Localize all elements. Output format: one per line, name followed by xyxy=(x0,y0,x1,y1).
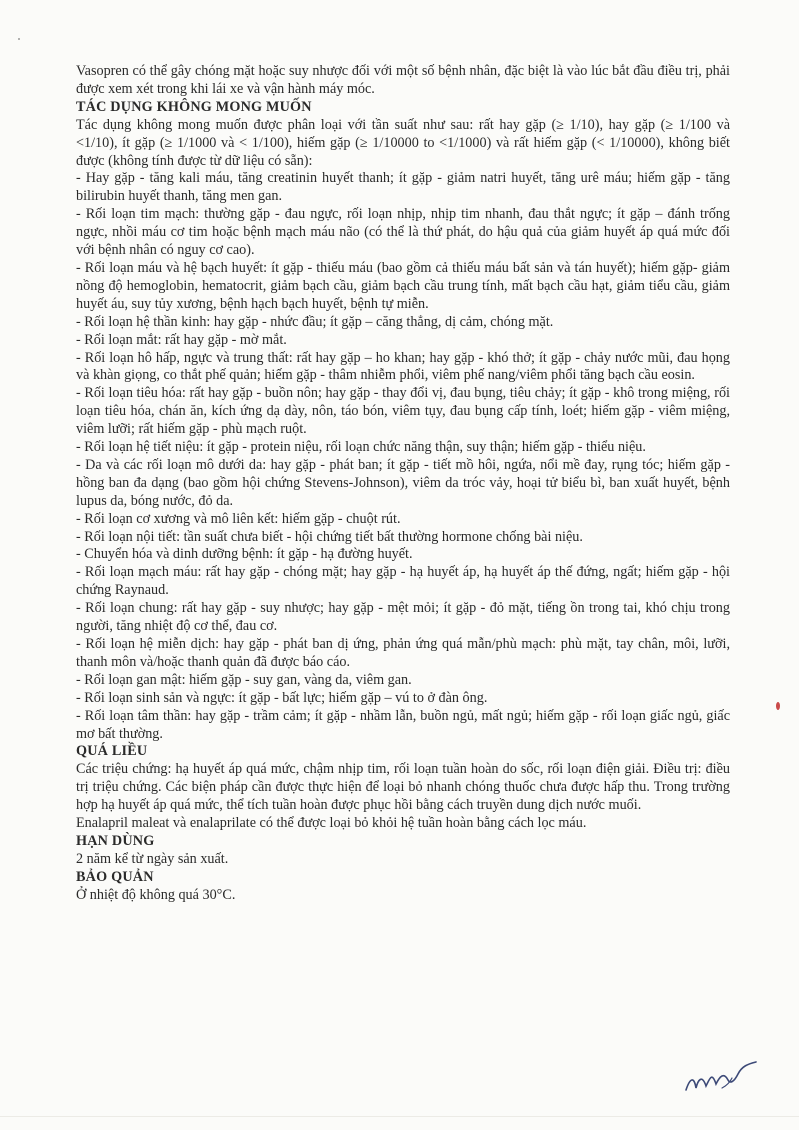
margin-mark xyxy=(18,38,20,40)
document-body xyxy=(76,63,730,905)
side-effects-paragraph: - Rối loạn cơ xương và mô liên kết: hiếm gặp - chuột rút. xyxy=(76,510,401,527)
side-effects-paragraph: - Rối loạn chung: rất hay gặp - suy nhược; hay gặp - mệt mỏi; ít gặp - đỏ mặt, tiếng ồn trong tai, khó chịu trong người, tăng nhiệt độ cơ thể, đau cơ. xyxy=(76,600,730,635)
side-effects-paragraph: - Rối loạn hệ miễn dịch: hay gặp - phát ban dị ứng, phản ứng quá mẫn/phù mạch: phù mặt, tay chân, môi, lưỡi, thanh môn và/hoặc thanh quản đã được báo cáo. xyxy=(76,636,730,670)
side-effects-paragraph: - Rối loạn tim mạch: thường gặp - đau ngực, rối loạn nhịp, nhịp tim nhanh, đau thắt ngực; ít gặp – đánh trống ngực, nhồi máu cơ tim hoặc bệnh mạch máu não (có thể là thứ phát, do hậu quả của giảm huyết áp quá mức đối với bệnh nhân có nguy cơ cao). xyxy=(76,206,730,259)
side-effects-paragraph: - Rối loạn gan mật: hiếm gặp - suy gan, vàng da, viêm gan. xyxy=(76,671,412,688)
side-effects-paragraph: - Rối loạn nội tiết: tần suất chưa biết - hội chứng tiết bất thường hormone chống bài niệu. xyxy=(76,528,583,545)
side-effects-heading: TÁC DỤNG KHÔNG MONG MUỐN xyxy=(76,98,312,115)
intro-paragraph: Vasopren có thể gây chóng mặt hoặc suy nhược đối với một số bệnh nhân, đặc biệt là vào lúc bắt đầu điều trị, phải được xem xét trong khi lái xe và vận hành máy móc. xyxy=(76,63,730,97)
side-effects-paragraph: - Rối loạn mạch máu: rất hay gặp - chóng mặt; hay gặp - hạ huyết áp, hạ huyết áp thế đứng, ngất; hiếm gặp - hội chứng Raynaud. xyxy=(76,564,730,599)
overdose-paragraph: Enalapril maleat và enalaprilate có thể được loại bỏ khỏi hệ tuần hoàn bằng cách lọc máu. xyxy=(76,815,587,832)
signature-mark xyxy=(682,1058,762,1098)
side-effects-paragraph: - Rối loạn hệ thần kinh: hay gặp - nhức đầu; ít gặp – căng thẳng, dị cảm, chóng mặt. xyxy=(76,313,554,330)
side-effects-paragraph: - Rối loạn hô hấp, ngực và trung thất: rất hay gặp – ho khan; hay gặp - khó thở; ít gặp - chảy nước mũi, đau họng và khàn giọng, co thắt phế quản; hiếm gặp - thâm nhiễm phổi, viêm phế nang/viêm phổi tăng bạch cầu eosin. xyxy=(76,349,730,384)
side-effects-paragraph: - Hay gặp - tăng kali máu, tăng creatinin huyết thanh; ít gặp - giảm natri huyết, tăng urê máu; hiếm gặp - tăng bilirubin huyết thanh, tăng men gan. xyxy=(76,170,730,205)
side-effects-paragraph: - Rối loạn tiêu hóa: rất hay gặp - buồn nôn; hay gặp - thay đổi vị, đau bụng, tiêu chảy; ít gặp - khô trong miệng, rối loạn tiêu hóa, chán ăn, kích ứng dạ dày, nôn, táo bón, viêm tụy, đau bụng cấp tính, loét; hiếm gặp - viêm miệng, viêm lưỡi; rất hiếm gặp - phù mạch ruột. xyxy=(76,385,730,438)
side-effects-paragraph: - Rối loạn hệ tiết niệu: ít gặp - protein niệu, rối loạn chức năng thận, suy thận; hiếm gặp - thiểu niệu. xyxy=(76,439,646,456)
margin-mark xyxy=(776,702,780,710)
side-effects-paragraph: - Rối loạn sinh sản và ngực: ít gặp - bất lực; hiếm gặp – vú to ở đàn ông. xyxy=(76,689,488,706)
side-effects-paragraph: - Rối loạn mắt: rất hay gặp - mờ mắt. xyxy=(76,331,287,348)
side-effects-paragraph: Tác dụng không mong muốn được phân loại với tần suất như sau: rất hay gặp (≥ 1/10), hay gặp (≥ 1/100 và <1/10), ít gặp (≥ 1/1000 và < 1/100), hiếm gặp (≥ 1/10000 to <1/1000) và rất hiếm gặp (< 1/10000), không biết được (không tính được từ dữ liệu có sẵn): xyxy=(76,116,730,169)
overdose-paragraph: Các triệu chứng: hạ huyết áp quá mức, chậm nhịp tim, rối loạn tuần hoàn do sốc, rối loạn điện giải. Điều trị: điều trị triệu chứng. Các biện pháp cần được thực hiện để loại bỏ nhanh chóng thuốc chưa được hấp thu. Trong trường hợp hạ huyết áp quá mức, thể tích tuần hoàn được phục hồi bằng cách truyền dung dịch nước muối. xyxy=(76,761,730,814)
storage-heading: BẢO QUẢN xyxy=(76,868,154,885)
overdose-heading: QUÁ LIỀU xyxy=(76,743,148,760)
side-effects-paragraph: - Rối loạn tâm thần: hay gặp - trầm cảm; ít gặp - nhầm lẫn, buồn ngủ, mất ngủ; hiếm gặp - rối loạn giấc ngủ, giấc mơ bất thường. xyxy=(76,707,730,742)
page-edge-line xyxy=(0,1116,799,1117)
side-effects-paragraph: - Chuyển hóa và dinh dưỡng bệnh: ít gặp - hạ đường huyết. xyxy=(76,546,413,563)
side-effects-paragraph: - Rối loạn máu và hệ bạch huyết: ít gặp - thiếu máu (bao gồm cả thiếu máu bất sản và tán huyết); hiếm gặp- giảm nồng độ hemoglobin, hematocrit, giảm bạch cầu, giảm bạch cầu trung tính, mất bạch cầu hạt, giảm tiểu cầu, giảm huyết áu, suy tủy xương, bệnh hạch bạch huyết, bệnh tự miễn. xyxy=(76,259,730,312)
shelf-life-text: 2 năm kể từ ngày sản xuất. xyxy=(76,850,229,867)
storage-text: Ở nhiệt độ không quá 30°C. xyxy=(76,886,236,903)
shelf-life-heading: HẠN DÙNG xyxy=(76,832,155,849)
side-effects-paragraph: - Da và các rối loạn mô dưới da: hay gặp - phát ban; ít gặp - tiết mồ hôi, ngứa, nổi mề đay, rụng tóc; hiếm gặp - hồng ban đa dạng (bao gồm hội chứng Stevens-Johnson), viêm da tróc vảy, hoại tử biểu bì, ban xuất huyết, bệnh lupus da, bóng nước, đỏ da. xyxy=(76,456,730,509)
